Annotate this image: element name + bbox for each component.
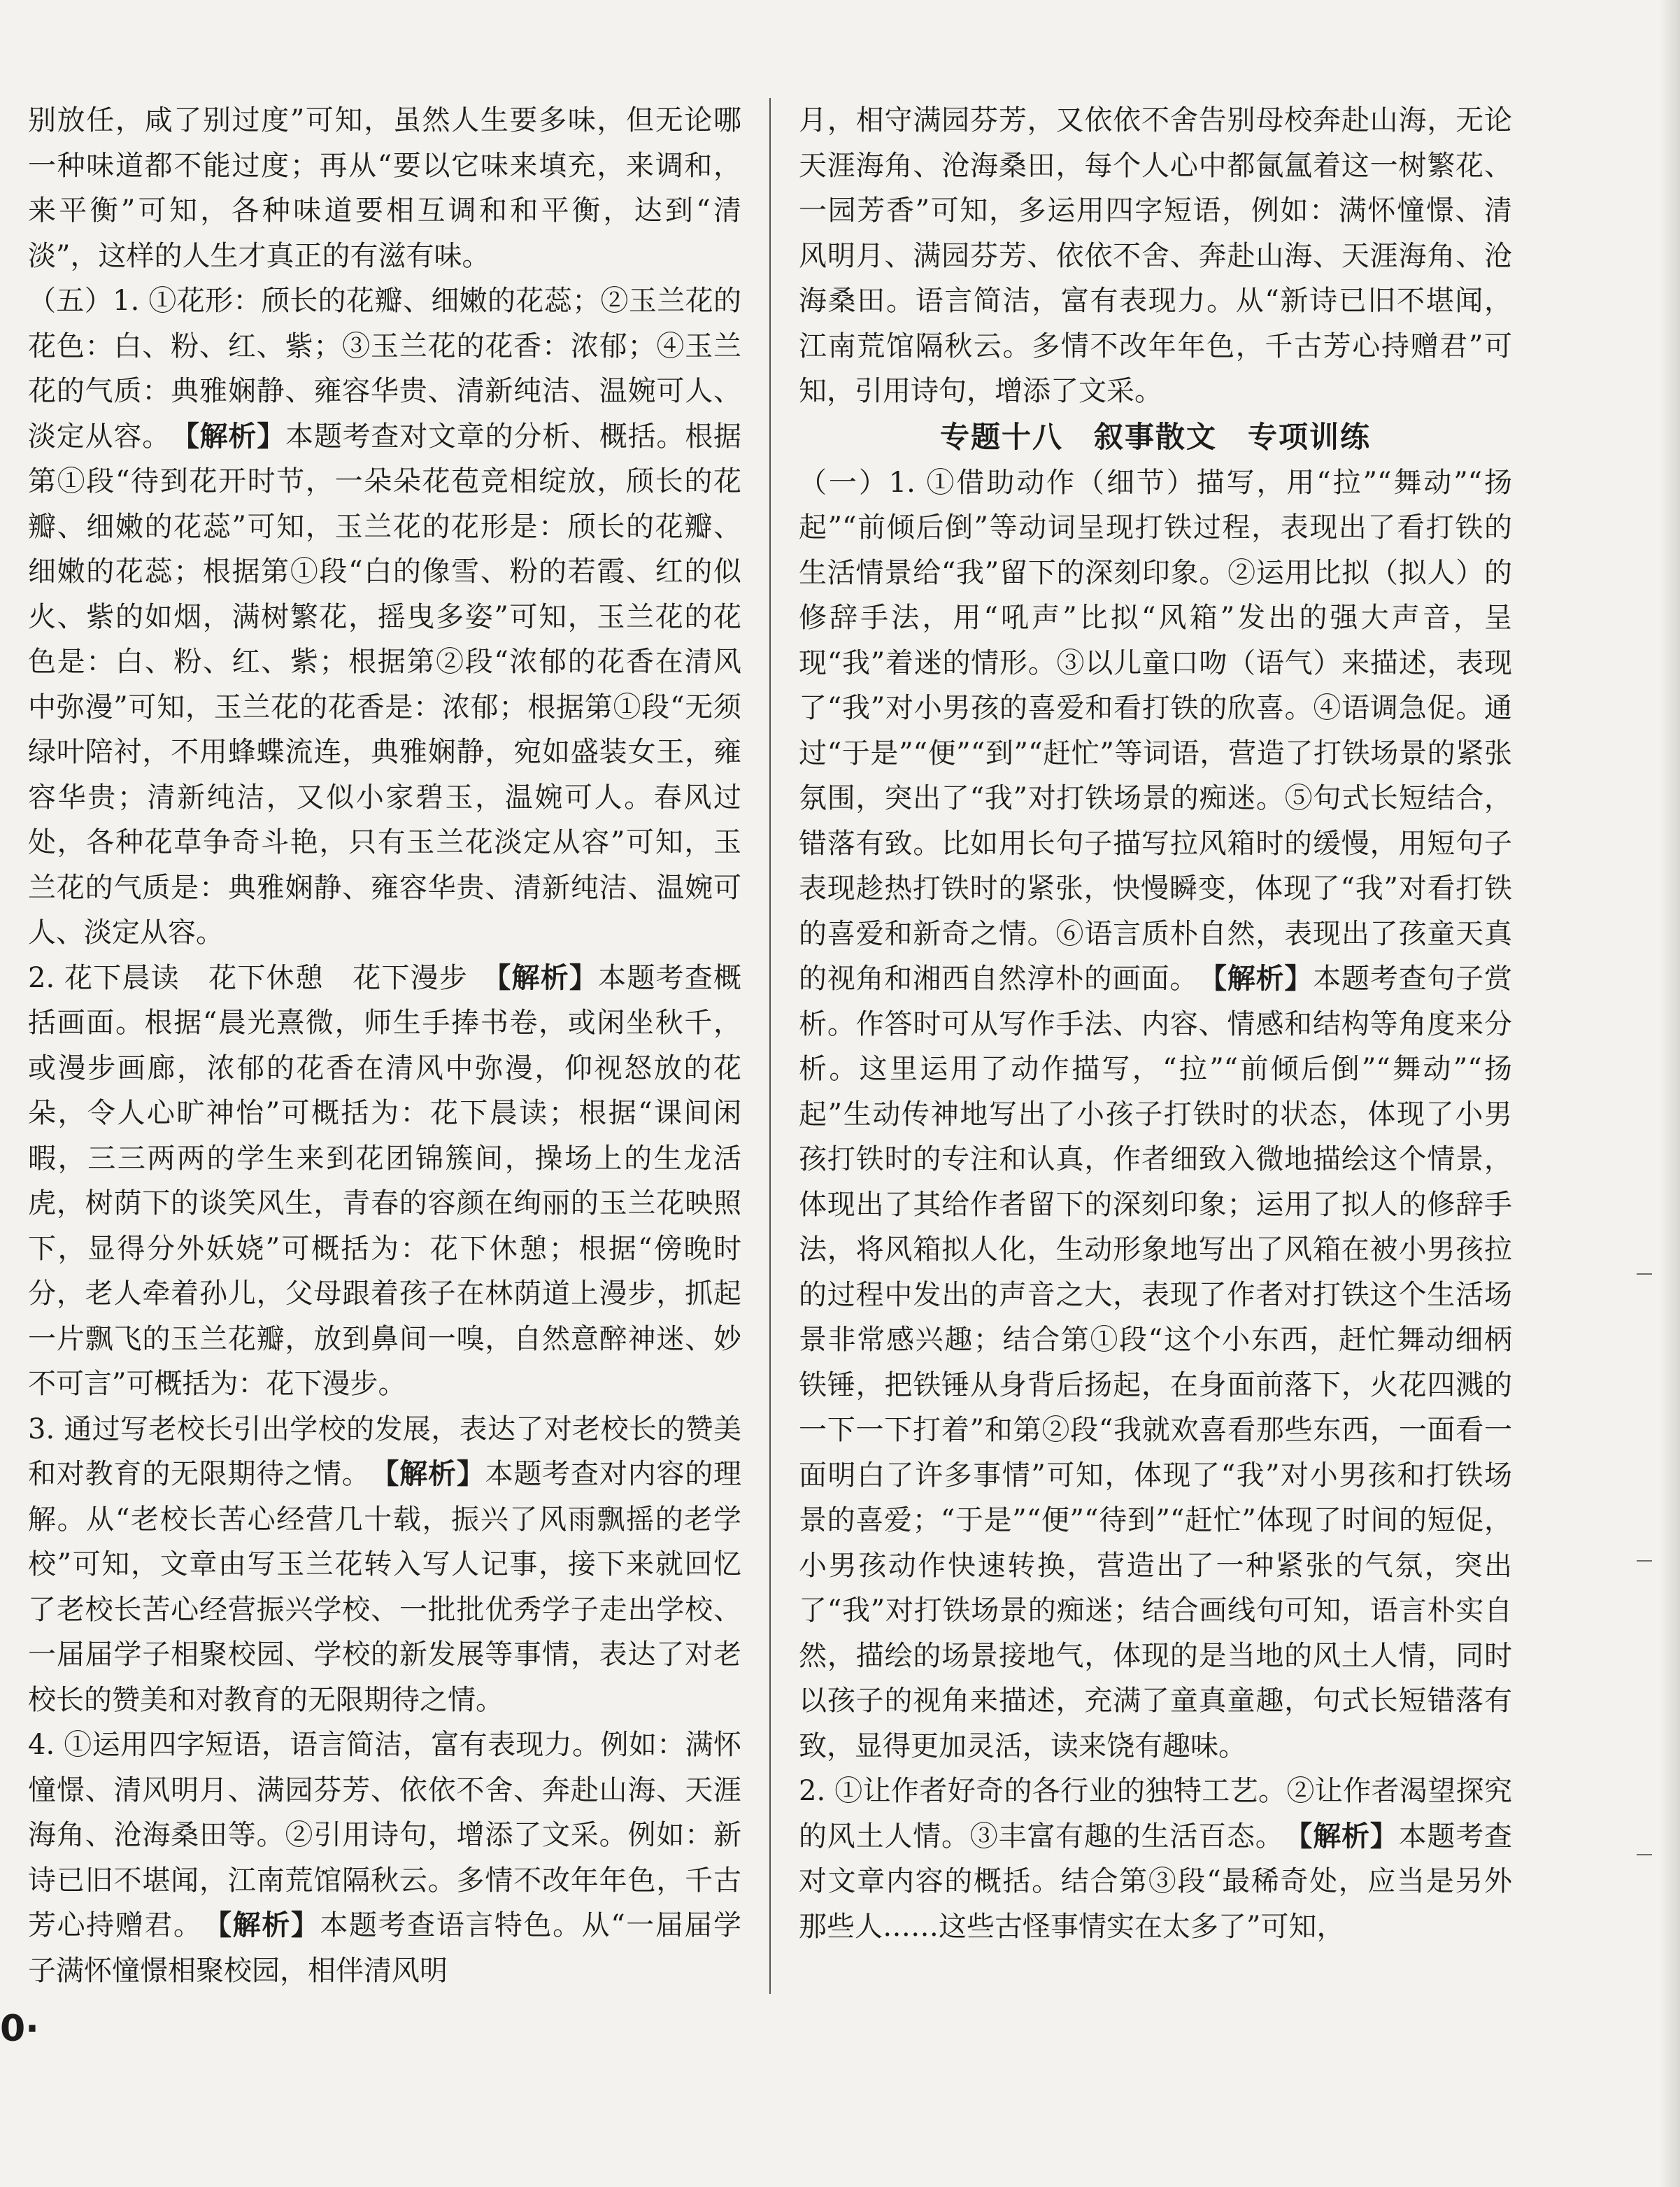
- analysis-text: 本题考查对内容的理解。从“老校长苦心经营几十载，振兴了风雨飘摇的老学校”可知，文章由写玉兰花转入写人记事，接下来就回忆了老校长苦心经营振兴学校、一批批优秀学子走出学校、一届届学子相聚校园、学校的新发展等事情，表达了对老校长的赞美和对教育的无限期待之情。: [28, 1458, 741, 1716]
- analysis-text: 本题考查对文章内容的概括。结合第③段“最稀奇处，应当是另外那些人……这些古怪事情实在太多了”可知，: [799, 1820, 1512, 1943]
- paragraph: 月，相守满园芬芳，又依依不舍告别母校奔赴山海，无论天涯海角、沧海桑田，每个人心中都氤氲着这一树繁花、一园芳香”可知，多运用四字短语，例如：满怀憧憬、清风明月、满园芬芳、依依不舍、奔赴山海、天涯海角、沧海桑田。语言简洁，富有表现力。从“新诗已旧不堪闻，江南荒馆隔秋云。多情不改年年色，千古芳心持赠君”可知，引用诗句，增添了文采。: [799, 104, 1512, 407]
- edge-mark: [1637, 1560, 1652, 1562]
- answer-1: [799, 460, 1512, 1769]
- edge-mark: [1637, 1854, 1652, 1855]
- answer-text: 3. 通过写老校长引出学校的发展，表达了对老校长的赞美和对教育的无限期待之情。: [28, 1413, 741, 1490]
- analysis-label: 【解析】: [1213, 963, 1314, 995]
- answer-5-3: [28, 1407, 741, 1723]
- answer-5-1: [28, 278, 741, 956]
- analysis-label: 【解析】: [185, 420, 286, 453]
- analysis-label: 【解析】: [218, 1909, 320, 1941]
- edge-mark: [1637, 1273, 1652, 1275]
- answer-text: 4. ①运用四字短语，语言简洁，富有表现力。例如：满怀憧憬、清风明月、满园芬芳、依依不舍、奔赴山海、天涯海角、沧海桑田等。②引用诗句，增添了文采。例如：新诗已旧不堪闻，江南荒馆隔秋云。多情不改年年色，千古芳心持赠君。: [28, 1729, 741, 1941]
- column-divider: [769, 98, 771, 1994]
- page-number: 0·: [0, 2008, 39, 2050]
- analysis-text: 本题考查句子赏析。作答时可从写作手法、内容、情感和结构等角度来分析。这里运用了动作描写，“拉”“前倾后倒”“舞动”“扬起”生动传神地写出了小孩子打铁时的状态，体现了小男孩打铁时的专注和认真，作者细致入微地描绘这个情景，体现出了其给作者留下的深刻印象；运用了拟人的修辞手法，将风箱拟人化，生动形象地写出了风箱在被小男孩拉的过程中发出的声音之大，表现了作者对打铁这个生活场景非常感兴趣；结合第①段“这个小东西，赶忙舞动细柄铁锤，把铁锤从身背后扬起，在身面前落下，火花四溅的一下一下打着”和第②段“我就欢喜看那些东西，一面看一面明白了许多事情”可知，体现了“我”对小男孩和打铁场景的喜爱；“于是”“便”“待到”“赶忙”体现了时间的短促，小男孩动作快速转换，营造出了一种紧张的气氛，突出了“我”对打铁场景的痴迷；结合画线句可知，语言朴实自然，描绘的场景接地气，体现的是当地的风土人情，同时以孩子的视角来描述，充满了童真童趣，句式长短错落有致，显得更加灵活，读来饶有趣味。: [799, 963, 1512, 1762]
- analysis-label: 【解析】: [385, 1458, 485, 1490]
- answer-text: （五）1. ①花形：颀长的花瓣、细嫩的花蕊；②玉兰花的花色：白、粉、红、紫；③玉兰花的花香：浓郁；④玉兰花的气质：典雅娴静、雍容华贵、清新纯洁、温婉可人、淡定从容。: [28, 285, 741, 453]
- analysis-text: 本题考查语言特色。从“一届届学子满怀憧憬相聚校园，相伴清风明: [28, 1909, 741, 1987]
- paragraph: 别放任，咸了别过度”可知，虽然人生要多味，但无论哪一种味道都不能过度；再从“要以它味来填充，来调和，来平衡”可知，各种味道要相互调和和平衡，达到“清淡”，这样的人生才真正的有滋有味。: [28, 104, 741, 272]
- page-edge: [1659, 0, 1680, 2187]
- analysis-text: 本题考查概括画面。根据“晨光熹微，师生手捧书卷，或闲坐秋千，或漫步画廊，浓郁的花香在清风中弥漫，仰视怒放的花朵，令人心旷神怡”可概括为：花下晨读；根据“课间闲暇，三三两两的学生来到花团锦簇间，操场上的生龙活虎，树荫下的谈笑风生，青春的容颜在绚丽的玉兰花映照下，显得分外妖娆”可概括为：花下休憩；根据“傍晚时分，老人牵着孙儿，父母跟着孩子在林荫道上漫步，抓起一片飘飞的玉兰花瓣，放到鼻间一嗅，自然意醉神迷、妙不可言”可概括为：花下漫步。: [28, 961, 741, 1400]
- answer-text: 2. ①让作者好奇的各行业的独特工艺。②让作者渴望探究的风土人情。③丰富有趣的生活百态。: [799, 1775, 1512, 1853]
- analysis-label: 【解析】: [1298, 1820, 1399, 1853]
- answer-5-2: [28, 956, 741, 1407]
- answer-5-4: [28, 1722, 741, 1993]
- left-column: [28, 98, 741, 2029]
- right-column: [799, 98, 1512, 2029]
- analysis-text: 本题考查对文章的分析、概括。根据第①段“待到花开时节，一朵朵花苞竞相绽放，颀长的花瓣、细嫩的花蕊”可知，玉兰花的花形是：颀长的花瓣、细嫩的花蕊；根据第①段“白的像雪、粉的若霞、红的似火、紫的如烟，满树繁花，摇曳多姿”可知，玉兰花的花色是：白、粉、红、紫；根据第②段“浓郁的花香在清风中弥漫”可知，玉兰花的花香是：浓郁；根据第①段“无须绿叶陪衬，不用蜂蝶流连，典雅娴静，宛如盛装女王，雍容华贵；清新纯洁，又似小家碧玉，温婉可人。春风过处，各种花草争奇斗艳，只有玉兰花淡定从容”可知，玉兰花的气质是：典雅娴静、雍容华贵、清新纯洁、温婉可人、淡定从容。: [28, 420, 741, 949]
- analysis-label: 【解析】: [497, 961, 599, 994]
- section-heading: 专题十八 叙事散文 专项训练: [939, 419, 1371, 454]
- answer-2: [799, 1769, 1512, 1949]
- answer-text: （一）1. ①借助动作（细节）描写，用“拉”“舞动”“扬起”“前倾后倒”等动词呈现打铁过程，表现出了看打铁的生活情景给“我”留下的深刻印象。②运用比拟（拟人）的修辞手法，用“吼声”比拟“风箱”发出的强大声音，呈现“我”着迷的情形。③以儿童口吻（语气）来描述，表现了“我”对小男孩的喜爱和看打铁的欣喜。④语调急促。通过“于是”“便”“到”“赶忙”等词语，营造了打铁场景的紧张氛围，突出了“我”对打铁场景的痴迷。⑤句式长短结合，错落有致。比如用长句子描写拉风箱时的缓慢，用短句子表现趁热打铁时的紧张，快慢瞬变，体现了“我”对看打铁的喜爱和新奇之情。⑥语言质朴自然，表现出了孩童天真的视角和湘西自然淳朴的画面。: [799, 466, 1512, 995]
- answer-text: 2. 花下晨读 花下休憩 花下漫步: [28, 961, 497, 994]
